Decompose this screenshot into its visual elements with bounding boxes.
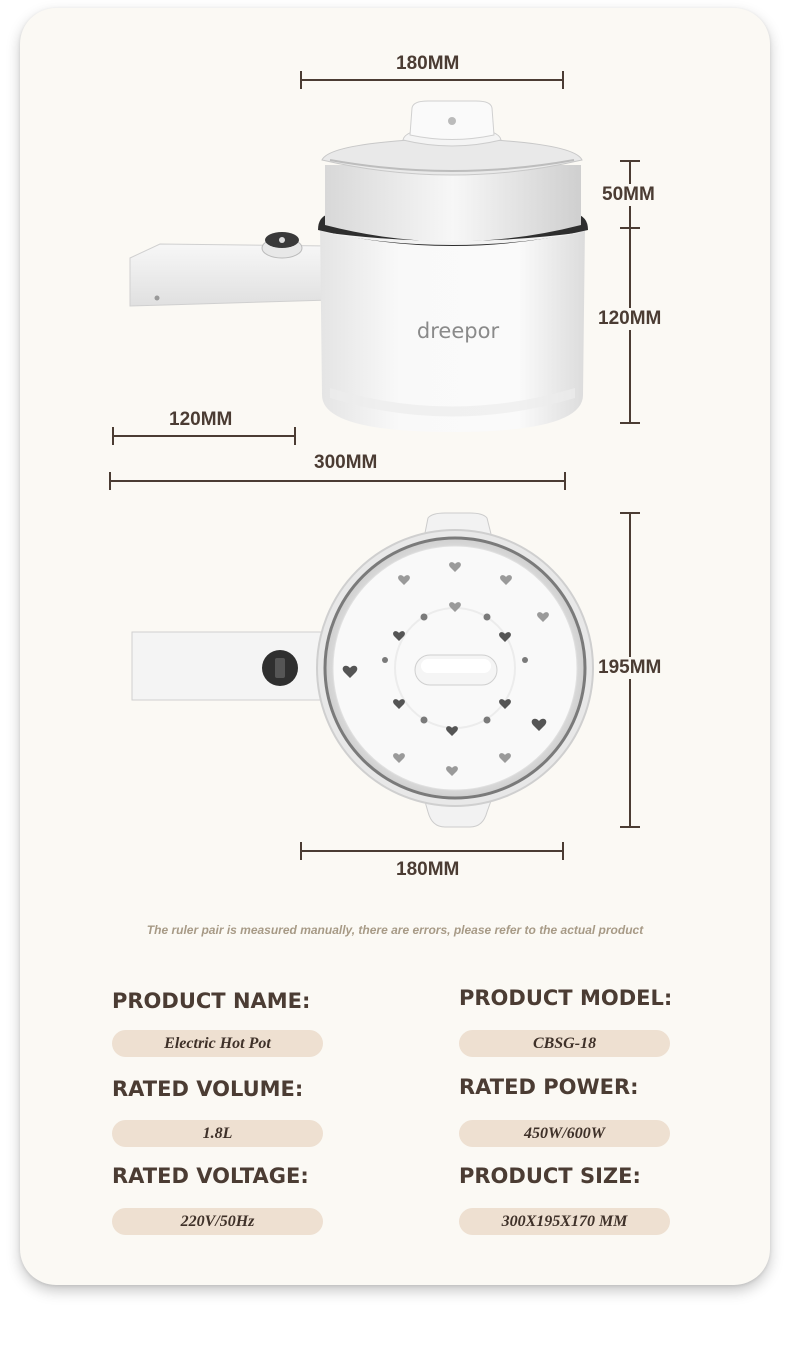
rated-volume-label: RATED VOLUME: [112, 1077, 304, 1101]
dimension-handle-length: 120MM [169, 409, 233, 430]
rated-power-label: RATED POWER: [459, 1075, 639, 1099]
ruler-total-length [109, 480, 566, 482]
ruler-top-width [300, 79, 564, 81]
rated-power-value: 450W/600W [459, 1120, 670, 1147]
dimension-total-length: 300MM [314, 452, 378, 473]
measurement-note: The ruler pair is measured manually, there are errors, please refer to the actual product [146, 923, 644, 937]
dimension-depth: 195MM [598, 657, 662, 678]
dimension-lid-height: 50MM [602, 184, 655, 205]
ruler-handle-length [112, 435, 296, 437]
rated-voltage-value: 220V/50Hz [112, 1208, 323, 1235]
rated-voltage-label: RATED VOLTAGE: [112, 1164, 309, 1188]
rated-volume-value: 1.8L [112, 1120, 323, 1147]
product-size-value: 300X195X170 MM [459, 1208, 670, 1235]
brand-logo: dreepor [416, 319, 500, 343]
product-size-label: PRODUCT SIZE: [459, 1164, 641, 1188]
product-model-value: CBSG-18 [459, 1030, 670, 1057]
dimension-top-width: 180MM [396, 53, 460, 74]
top-view-image [0, 500, 790, 840]
side-view-image [0, 0, 790, 500]
dimension-bottom-width: 180MM [396, 859, 460, 880]
dimension-body-height: 120MM [598, 308, 662, 329]
ruler-bottom-width [300, 850, 564, 852]
product-name-value: Electric Hot Pot [112, 1030, 323, 1057]
product-name-label: PRODUCT NAME: [112, 989, 311, 1013]
product-model-label: PRODUCT MODEL: [459, 986, 673, 1010]
